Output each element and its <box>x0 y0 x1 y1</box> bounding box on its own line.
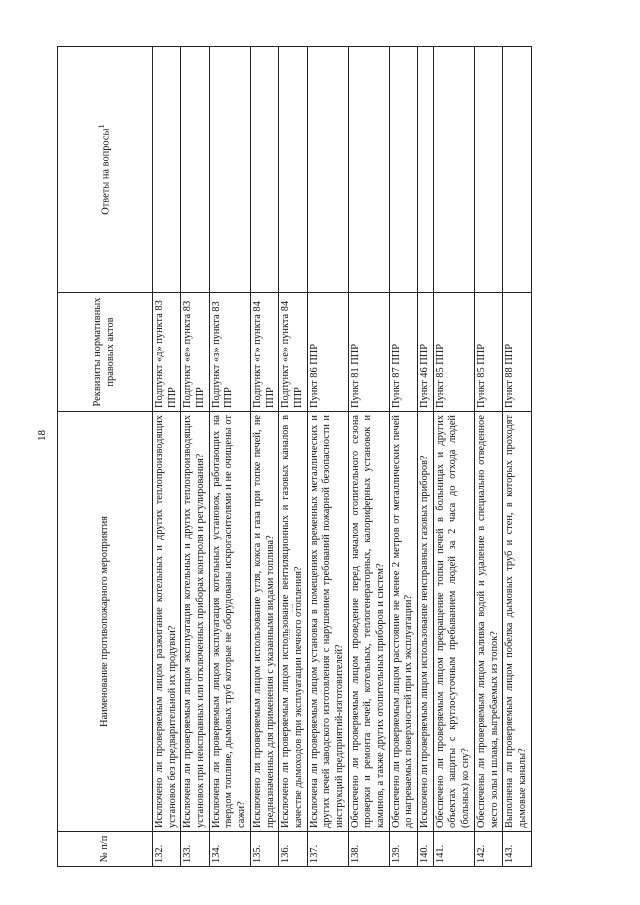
table-row <box>307 47 348 867</box>
answer-cell[interactable] <box>307 47 348 293</box>
measure-text: Обеспечено ли проверяемым лицом расстояние не менее 2 метров от металлических печей до нагреваемых поверхностей при их эксплуатации? <box>389 412 417 832</box>
row-number: 138. <box>348 832 389 867</box>
answer-cell[interactable] <box>389 47 417 293</box>
table-row <box>433 47 474 867</box>
footnote-marker: 1 <box>96 124 107 129</box>
legal-requisite: Пункт 88 ППР <box>503 293 531 412</box>
legal-requisite: Пункт 87 ППР <box>389 293 417 412</box>
row-number: 143. <box>503 832 531 867</box>
measure-text: Исключено ли проверяемым лицом использование угля, кокса и газа при топке печей, не предназначенных для применения с указанными видами топлива? <box>250 412 278 832</box>
measure-text: Выполнена ли проверяемым лицом побелка дымовых труб и стен, в которых проходят дымовые каналы? <box>503 412 531 832</box>
row-number: 133. <box>181 832 209 867</box>
measure-text: Обеспечено ли проверяемым лицом проведение перед началом отопительного сезона проверки и ремонта печей, котельных, теплогенераторных, калориферных установок и каминов, а также других отопительных приборов и систем? <box>348 412 389 832</box>
legal-requisite: Подпункт «з» пункта 83 ППР <box>209 293 250 412</box>
table-row <box>348 47 389 867</box>
table-row <box>389 47 417 867</box>
table-row <box>279 47 307 867</box>
header-answers-label: Ответы на вопросы <box>100 128 112 215</box>
header-measure-name: Наименование противопожарного мероприятия <box>58 412 153 832</box>
legal-requisite: Пункт 81 ППР <box>348 293 389 412</box>
legal-requisite: Подпункт «е» пункта 83 ППР <box>181 293 209 412</box>
legal-requisite: Подпункт «д» пункта 83 ППР <box>153 293 181 412</box>
measure-text: Обеспечены ли проверяемым лицом заливка водой и удаление в специально отведенное место золы и шлака, выгребаемых из топок? <box>474 412 502 832</box>
answer-cell[interactable] <box>279 47 307 293</box>
answer-cell[interactable] <box>503 47 531 293</box>
row-number: 137. <box>307 832 348 867</box>
legal-requisite: Подпункт «е» пункта 84 ППР <box>279 293 307 412</box>
header-legal-requisites: Реквизиты нормативных правовых актов <box>58 293 153 412</box>
fire-safety-checklist-table <box>57 46 532 867</box>
measure-text: Исключена ли проверяемым лицом эксплуатация котельных установок, работающих на твердом топливе, дымовых труб которые не оборудованы искрогасителями и не очищены от сажи? <box>209 412 250 832</box>
table-row <box>503 47 531 867</box>
legal-requisite: Пункт 86 ППР <box>307 293 348 412</box>
answer-cell[interactable] <box>250 47 278 293</box>
answer-cell[interactable] <box>433 47 474 293</box>
measure-text: Исключено ли проверяемым лицом разжигание котельных и других теплопроизводящих установок без предварительной их продувки? <box>153 412 181 832</box>
legal-requisite: Пункт 85 ППР <box>474 293 502 412</box>
measure-text: Исключено ли проверяемым лицом использование неисправных газовых приборов? <box>418 412 434 832</box>
measure-text: Исключена ли проверяемым лицом установка в помещениях временных металлических и других печей заводского изготовления с нарушением требований пожарной безопасности и инструкций предприятий-изготовителей? <box>307 412 348 832</box>
row-number: 134. <box>209 832 250 867</box>
table-row <box>474 47 502 867</box>
row-number: 141. <box>433 832 474 867</box>
scan-mark <box>289 629 291 639</box>
measure-text: Обеспечено ли проверяемым лицом прекращение топки печей в больницах и других объектах защиты с круглосуточным пребыванием людей за 2 часа до отхода людей (больных) ко сну? <box>433 412 474 832</box>
table-row <box>418 47 434 867</box>
header-answers <box>58 47 153 293</box>
table-row <box>250 47 278 867</box>
answer-cell[interactable] <box>474 47 502 293</box>
row-number: 135. <box>250 832 278 867</box>
header-number: № п/п <box>58 832 153 867</box>
legal-requisite: Подпункт «г» пункта 84 ППР <box>250 293 278 412</box>
page-number: 18 <box>36 430 48 441</box>
table-header-row <box>58 47 153 867</box>
row-number: 139. <box>389 832 417 867</box>
row-number: 142. <box>474 832 502 867</box>
answer-cell[interactable] <box>348 47 389 293</box>
legal-requisite: Пункт 46 ППР <box>418 293 434 412</box>
legal-requisite: Пункт 85 ППР <box>433 293 474 412</box>
measure-text: Исключена ли проверяемым лицом эксплуатация котельных и других теплопроизводящих установок при неисправных или отключенных приборах контроля и регулирования? <box>181 412 209 832</box>
answer-cell[interactable] <box>418 47 434 293</box>
answer-cell[interactable] <box>153 47 181 293</box>
scan-mark <box>292 604 294 612</box>
row-number: 136. <box>279 832 307 867</box>
row-number: 140. <box>418 832 434 867</box>
row-number: 132. <box>153 832 181 867</box>
measure-text: Исключено ли проверяемым лицом использование вентиляционных и газовых каналов в качестве дымоходов при эксплуатации печного отопления? <box>279 412 307 832</box>
answer-cell[interactable] <box>181 47 209 293</box>
table-row <box>181 47 209 867</box>
table-row <box>153 47 181 867</box>
answer-cell[interactable] <box>209 47 250 293</box>
table-row <box>209 47 250 867</box>
